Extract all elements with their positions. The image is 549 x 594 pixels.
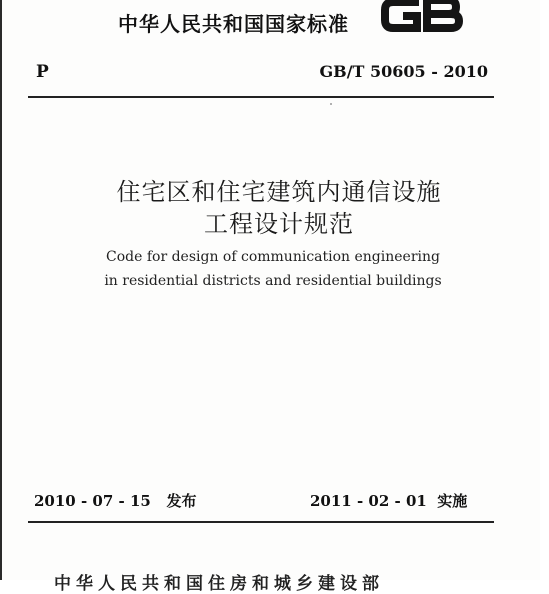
standard-number: GB/T 50605 - 2010: [319, 62, 488, 81]
implementation-label: 实施: [437, 492, 468, 510]
title-chinese-line-2: 工程设计规范: [204, 210, 354, 238]
scan-speck: [330, 103, 332, 105]
title-english-line-2: in residential districts and residential buildings: [104, 273, 442, 289]
implementation-date: 2011 - 02 - 01: [310, 492, 427, 510]
issue-label: 发布: [166, 492, 197, 510]
issue-date-block: [34, 490, 197, 511]
page-left-edge: [0, 0, 2, 580]
issuing-authority-partial: 中华人民共和国住房和城乡建设部: [54, 574, 384, 594]
bottom-divider: [28, 521, 494, 523]
title-english-line-1: Code for design of communication engineering: [106, 249, 440, 265]
implementation-date-block: [310, 490, 467, 511]
issue-date: 2010 - 07 - 15: [34, 492, 151, 510]
classification-code: P: [36, 62, 49, 82]
gb-logo-icon: [379, 0, 465, 34]
top-divider: [28, 96, 494, 98]
title-chinese-line-1: 住宅区和住宅建筑内通信设施: [116, 178, 442, 206]
standard-type-heading: 中华人民共和国国家标准: [118, 12, 349, 36]
